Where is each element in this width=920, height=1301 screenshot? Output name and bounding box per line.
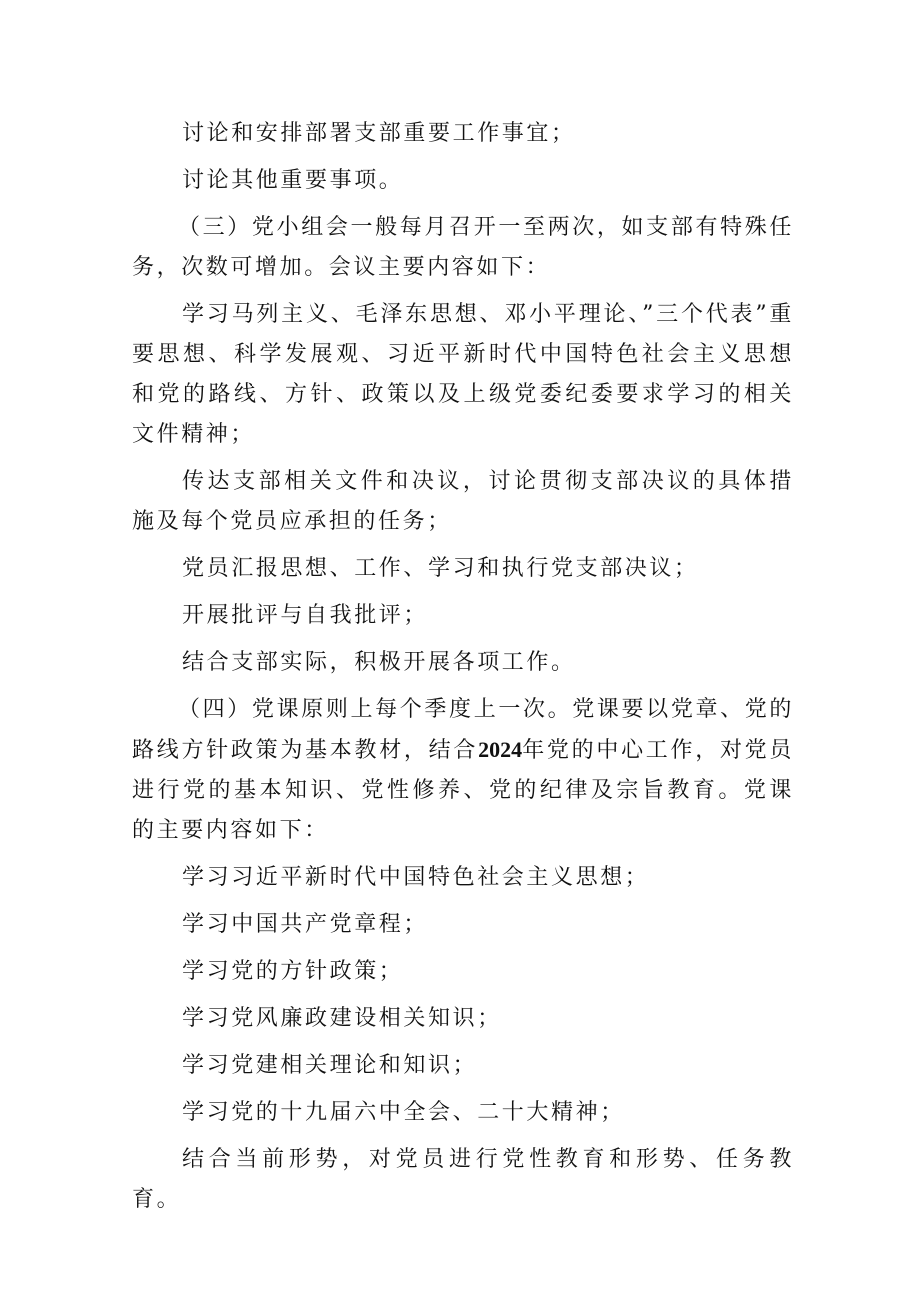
document-body [132, 114, 794, 1227]
paragraph-study-clean-governance: 学习党风廉政建设相关知识； [182, 1006, 502, 1031]
section-four-text-after: 年党的中心工作，对党员进行党的基本知识、党性修养、党的纪律及宗旨教育。党课的主要内容如下： [132, 738, 794, 843]
paragraph-discuss-arrange: 讨论和安排部署支部重要工作事宜； [182, 121, 576, 146]
paragraph-study-policies: 学习党的方针政策； [182, 959, 404, 984]
section-three-party-group-meeting: （三）党小组会一般每月召开一至两次，如支部有特殊任务，次数可增加。会议主要内容如下： [132, 215, 794, 280]
paragraph-combine-branch: 结合支部实际，积极开展各项工作。 [182, 650, 576, 675]
paragraph-study-party-building: 学习党建相关理论和知识； [182, 1053, 478, 1078]
paragraph-criticism: 开展批评与自我批评； [182, 603, 429, 628]
paragraph-convey-documents: 传达支部相关文件和决议，讨论贯彻支部决议的具体措施及每个党员应承担的任务； [132, 469, 794, 534]
section-four-year: 2024 [478, 737, 523, 762]
paragraph-discuss-other: 讨论其他重要事项。 [182, 168, 404, 193]
paragraph-study-party-constitution: 学习中国共产党章程； [182, 912, 429, 937]
section-four-text-before: （四）党课原则上每个季度上一次。党课要以党章、党的路线方针政策为基本教材，结合 [132, 697, 794, 763]
paragraph-study-plenary-congress: 学习党的十九届六中全会、二十大精神； [182, 1100, 625, 1125]
paragraph-member-report: 党员汇报思想、工作、学习和执行党支部决议； [182, 556, 699, 581]
paragraph-study-xi-thought: 学习习近平新时代中国特色社会主义思想； [182, 865, 650, 890]
section-four-party-lecture [132, 690, 794, 851]
paragraph-situation-education: 结合当前形势，对党员进行党性教育和形势、任务教育。 [132, 1147, 794, 1212]
paragraph-study-theory: 学习马列主义、毛泽东思想、邓小平理论、”三个代表”重要思想、科学发展观、习近平新时代中国特色社会主义思想和党的路线、方针、政策以及上级党委纪委要求学习的相关文件精神； [132, 302, 794, 447]
